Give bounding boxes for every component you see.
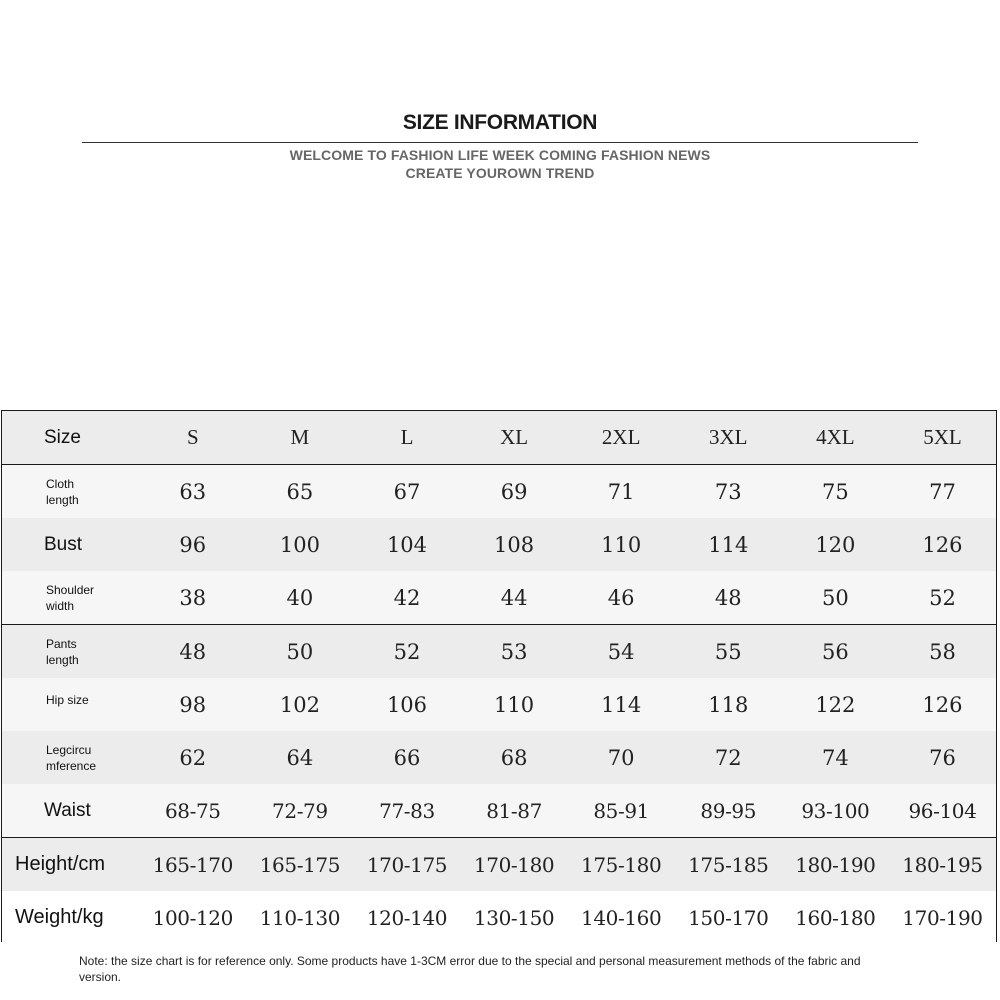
table-cell: 52 <box>929 585 956 610</box>
table-cell: 96 <box>179 532 207 557</box>
header-size-label: Size <box>44 426 81 448</box>
subtitle-line-1: WELCOME TO FASHION LIFE WEEK COMING FASHION NEWS <box>289 147 711 163</box>
table-cell: 40 <box>286 585 314 610</box>
table-row-height <box>2 838 996 891</box>
row-label-line: Pants <box>46 636 77 651</box>
table-cell: 150-170 <box>688 905 769 930</box>
table-cell: 75 <box>821 479 849 504</box>
table-cell: 110 <box>601 532 642 557</box>
table-cell: 73 <box>714 479 742 504</box>
row-label-line: Cloth <box>46 476 75 491</box>
table-cell: 114 <box>708 532 749 557</box>
table-cell: 108 <box>494 532 535 557</box>
table-cell: 67 <box>393 479 421 504</box>
table-row-weight <box>2 891 996 944</box>
table-cell: 52 <box>393 639 421 664</box>
table-row-hip-size <box>2 678 996 731</box>
subtitle-line-2: CREATE YOUROWN TREND <box>405 165 595 181</box>
table-cell: 68-75 <box>164 798 221 823</box>
row-label-bust: Bust <box>44 533 83 555</box>
table-cell: 180-190 <box>795 852 876 877</box>
table-cell: 89-95 <box>700 798 757 823</box>
row-label-line: Shoulder <box>46 582 95 597</box>
table-cell: 180-195 <box>902 852 983 877</box>
size-header-2xl: 2XL <box>601 425 641 450</box>
title-divider <box>82 142 918 143</box>
table-cell: 85-91 <box>593 798 649 823</box>
table-cell: 120-140 <box>366 905 448 930</box>
table-cell: 126 <box>922 532 963 557</box>
size-header-4xl: 4XL <box>816 425 855 450</box>
table-cell: 44 <box>500 585 528 610</box>
table-cell: 77-83 <box>379 798 435 823</box>
table-cell: 175-180 <box>581 852 662 877</box>
table-row-pants-length <box>2 625 996 678</box>
table-cell: 56 <box>821 639 849 664</box>
row-label-hip-size: Hip size <box>46 692 89 707</box>
row-label-line: length <box>46 652 79 667</box>
table-cell: 38 <box>179 585 207 610</box>
table-cell: 170-175 <box>366 852 448 877</box>
table-cell: 72 <box>714 745 742 770</box>
row-label-line: Legcircu <box>46 742 92 757</box>
row-label-cloth-length <box>2 476 139 508</box>
table-row-shoulder-width <box>2 571 996 624</box>
table-cell: 106 <box>386 692 428 717</box>
size-header-xl: XL <box>500 425 529 450</box>
table-cell: 48 <box>714 585 742 610</box>
table-cell: 130-150 <box>473 905 555 930</box>
table-cell: 165-175 <box>259 852 341 877</box>
size-chart-table <box>1 410 997 942</box>
table-cell: 69 <box>500 479 528 504</box>
table-cell: 66 <box>393 745 421 770</box>
table-cell: 62 <box>179 745 207 770</box>
table-cell: 76 <box>929 745 956 770</box>
row-label-shoulder-width <box>2 582 139 614</box>
table-cell: 122 <box>815 692 856 717</box>
table-cell: 72-79 <box>272 798 328 823</box>
table-cell: 50 <box>286 639 314 664</box>
row-label-leg-circumference <box>2 742 139 774</box>
table-cell: 81-87 <box>486 798 542 823</box>
table-cell: 100-120 <box>152 905 233 930</box>
table-cell: 65 <box>286 479 314 504</box>
table-cell: 170-180 <box>473 852 555 877</box>
table-cell: 58 <box>929 639 956 664</box>
table-cell: 63 <box>179 479 207 504</box>
row-label-height: Height/cm <box>15 853 106 876</box>
size-header-5xl: 5XL <box>923 425 962 450</box>
table-cell: 42 <box>393 585 421 610</box>
table-cell: 74 <box>821 745 849 770</box>
table-cell: 64 <box>286 745 314 770</box>
table-cell: 70 <box>607 745 635 770</box>
table-cell: 96-104 <box>908 798 977 823</box>
table-cell: 100 <box>279 532 320 557</box>
table-cell: 102 <box>279 692 320 717</box>
table-row-leg-circumference <box>2 731 996 784</box>
page-title: SIZE INFORMATION <box>402 111 598 134</box>
table-cell: 53 <box>500 639 528 664</box>
table-cell: 54 <box>607 639 635 664</box>
row-label-waist: Waist <box>44 799 91 821</box>
table-cell: 165-170 <box>152 852 233 877</box>
table-cell: 114 <box>601 692 642 717</box>
reference-note: Note: the size chart is for reference only. Some products have 1-3CM error due to the special and personal measurement methods of the fabric and version. <box>79 954 861 984</box>
table-cell: 48 <box>179 639 207 664</box>
table-cell: 98 <box>179 692 207 717</box>
row-label-pants-length <box>2 636 139 668</box>
table-row-waist <box>2 784 996 837</box>
row-label-weight: Weight/kg <box>15 906 104 929</box>
size-header-l: L <box>400 425 414 450</box>
table-cell: 110 <box>494 692 535 717</box>
row-label-line: mference <box>46 758 97 773</box>
table-cell: 160-180 <box>795 905 876 930</box>
table-cell: 71 <box>607 479 635 504</box>
table-cell: 170-190 <box>902 905 983 930</box>
table-cell: 68 <box>500 745 528 770</box>
size-header-3xl: 3XL <box>709 425 748 450</box>
table-cell: 77 <box>929 479 956 504</box>
table-row-cloth-length <box>2 465 996 518</box>
table-cell: 50 <box>821 585 849 610</box>
table-cell: 175-185 <box>688 852 769 877</box>
table-row-bust <box>2 518 996 571</box>
table-cell: 140-160 <box>581 905 662 930</box>
table-cell: 110-130 <box>259 905 341 930</box>
row-label-line: length <box>46 492 79 507</box>
size-header-s: S <box>186 425 199 450</box>
size-header-m: M <box>290 425 310 450</box>
table-cell: 126 <box>922 692 963 717</box>
row-label-line: width <box>46 598 75 613</box>
table-header-row <box>2 411 996 464</box>
table-cell: 93-100 <box>801 798 870 823</box>
table-cell: 55 <box>714 639 742 664</box>
table-cell: 46 <box>607 585 635 610</box>
table-cell: 120 <box>815 532 856 557</box>
table-cell: 118 <box>708 692 749 717</box>
table-cell: 104 <box>386 532 428 557</box>
